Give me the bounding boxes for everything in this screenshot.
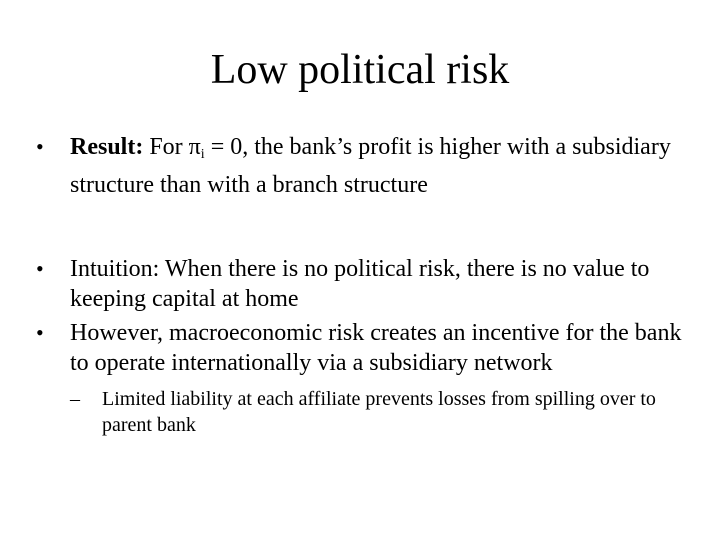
bullet-marker: • [36, 256, 44, 281]
sub-bullet-limited-liability [36, 386, 696, 438]
result-text-post: = 0, the bank’s profit is higher with a subsidiary structure than with a branch structure [70, 134, 671, 198]
sub-bullet-marker: – [70, 388, 80, 410]
limited-liability-text: Limited liability at each affiliate prevents losses from spilling over to parent bank [102, 388, 656, 436]
however-text: However, macroeconomic risk creates an incentive for the bank to operate internationally via a subsidiary network [70, 320, 682, 376]
bullet-however [36, 318, 696, 438]
bullet-intuition [36, 254, 696, 314]
bullet-result [36, 132, 696, 200]
result-text-pre: For π [143, 134, 201, 160]
bullet-marker: • [36, 320, 44, 345]
bullet-list [36, 132, 696, 438]
bullet-marker: • [36, 134, 44, 159]
result-label: Result: [70, 134, 144, 160]
slide-title: Low political risk [210, 47, 510, 93]
pi-subscript: i [200, 147, 205, 162]
intuition-text: Intuition: When there is no political risk, there is no value to keeping capital at home [70, 256, 650, 312]
